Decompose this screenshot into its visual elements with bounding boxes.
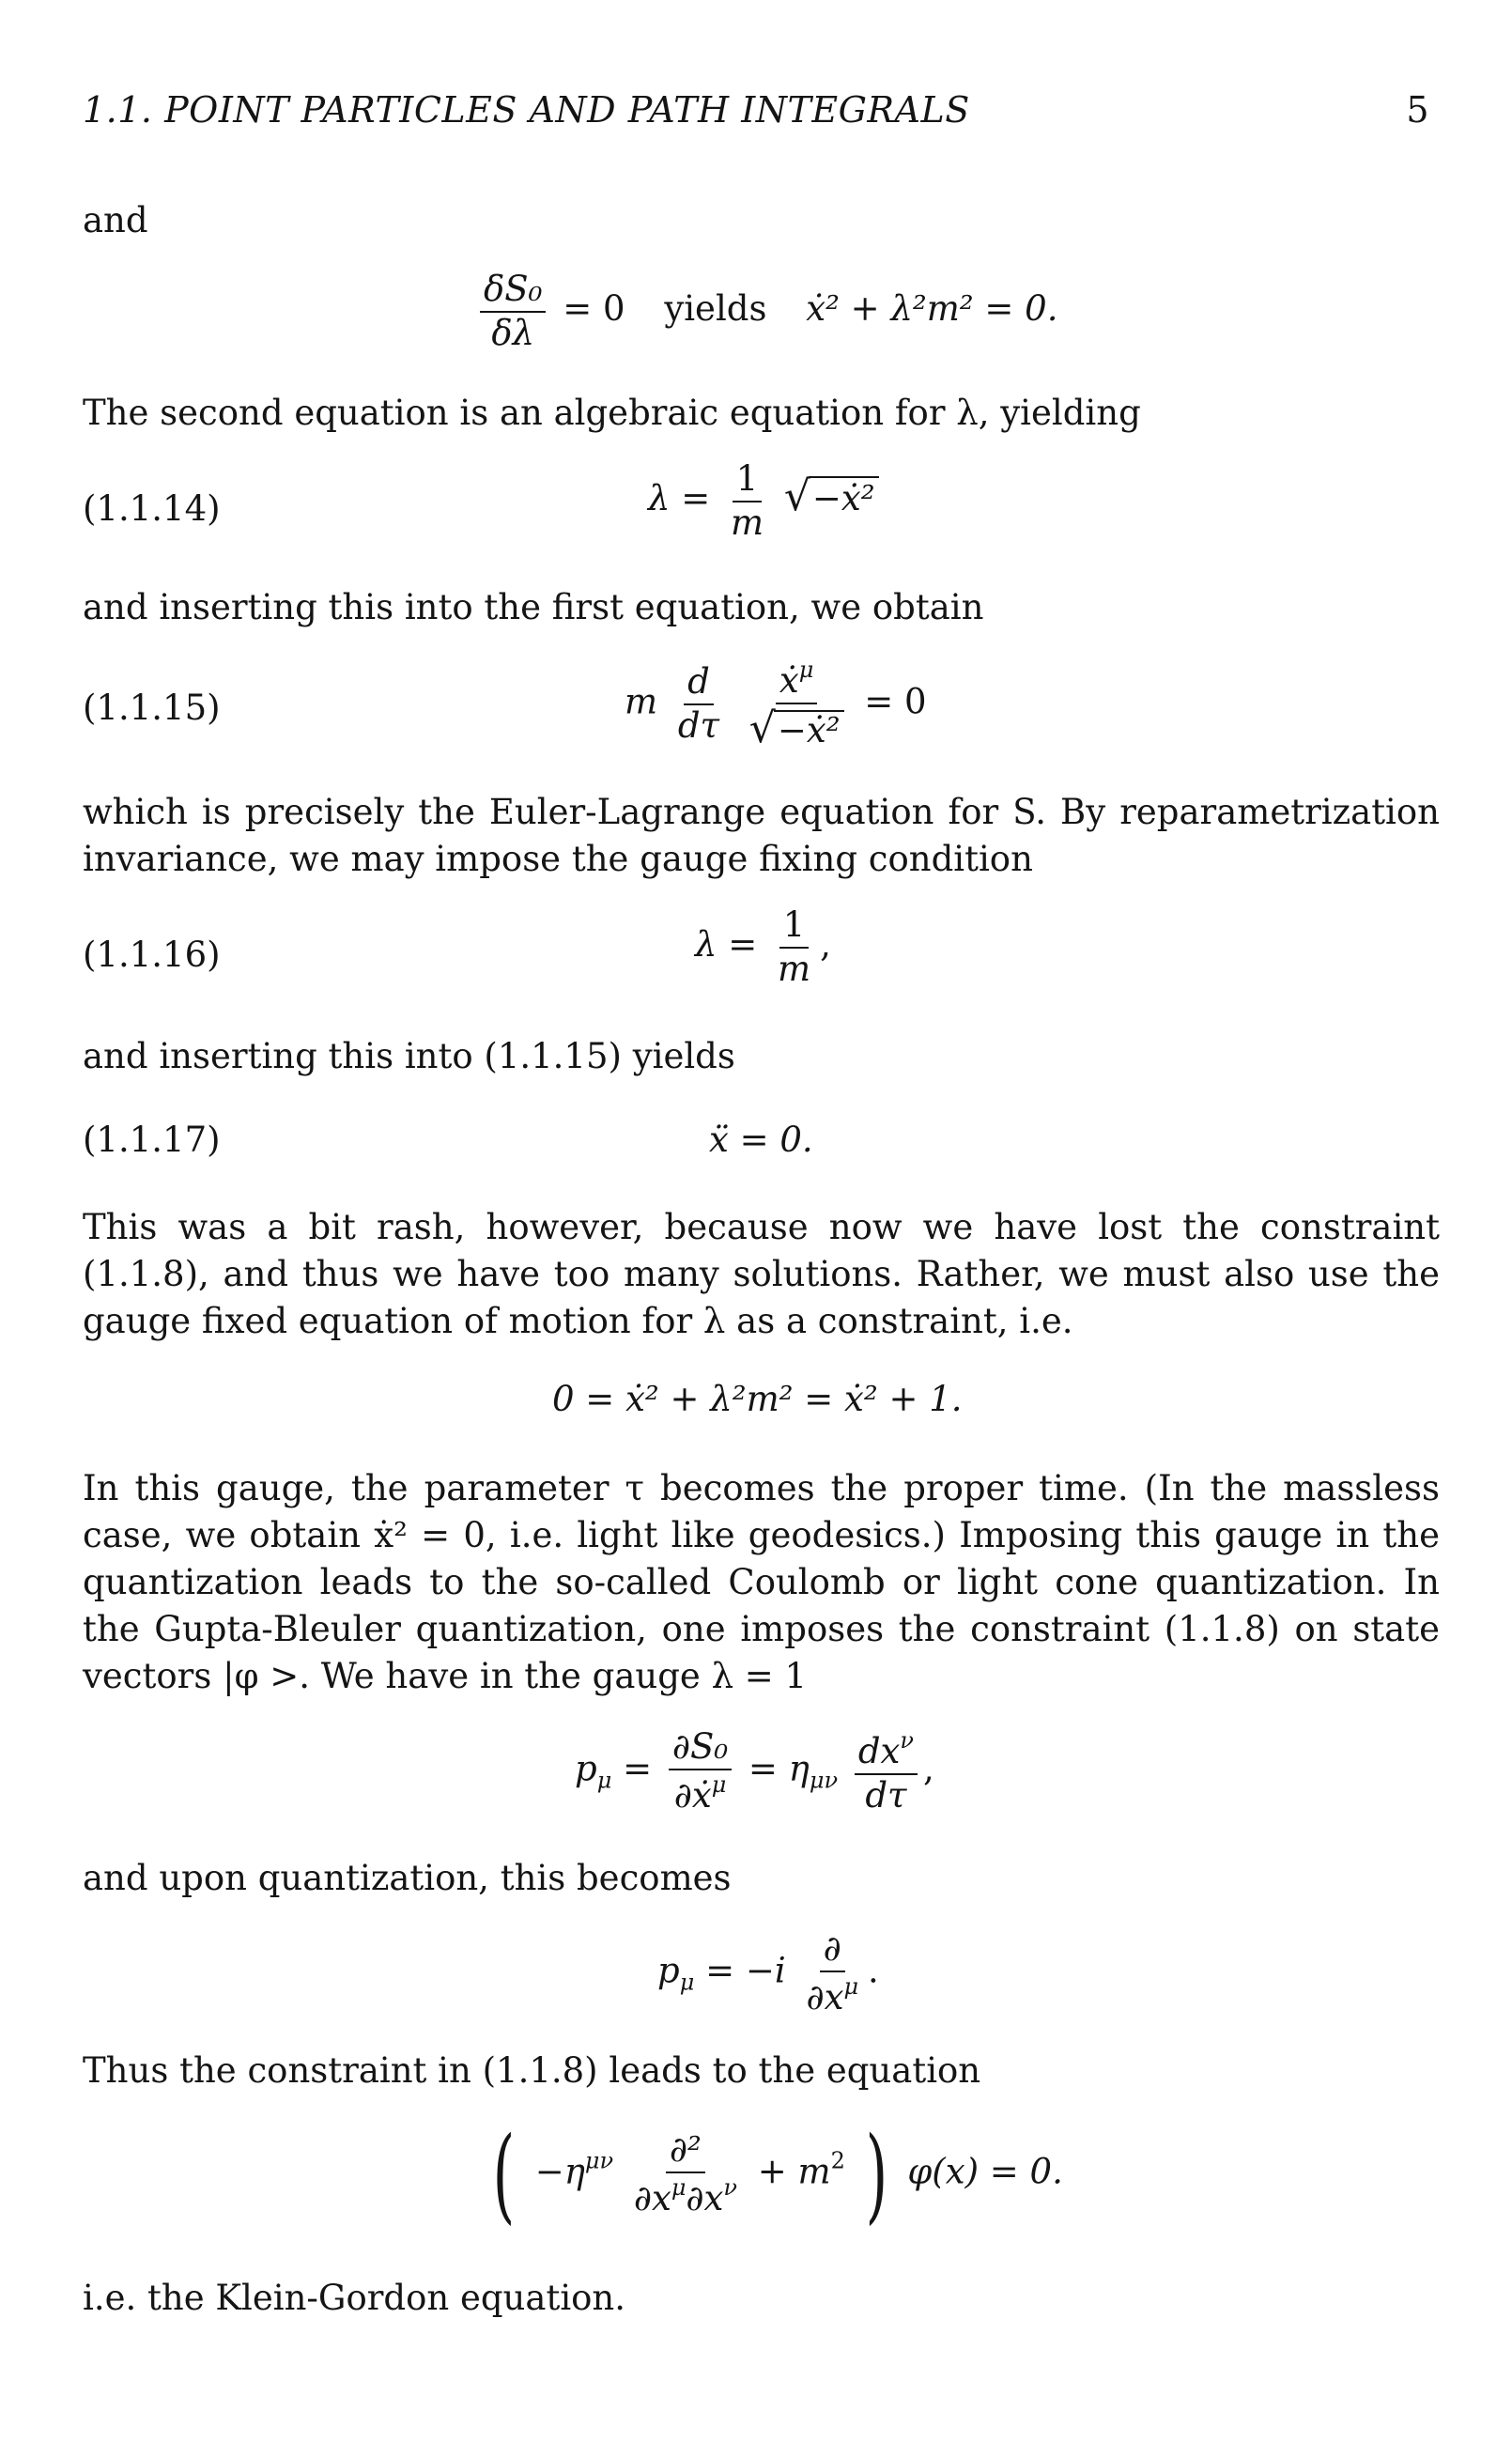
eq-label-1114: (1.1.14) (83, 488, 221, 529)
paragraph-and: and (83, 200, 148, 240)
equation-1116: λ = $\frac{1}{m}$ , (695, 904, 831, 989)
eq-label-1116: (1.1.16) (83, 935, 221, 975)
running-header: 1.1. POINT PARTICLES AND PATH INTEGRALS (83, 89, 970, 131)
equation-quantized: $p_\mu = -i$ $\frac{\partial}{\partial x^\mu}$ . (657, 1928, 879, 2017)
paragraph-thus: Thus the constraint in (1.1.8) leads to the equation (83, 2050, 981, 2091)
equation-constraint: 0 = ẋ² + λ²m² = ẋ² + 1. (552, 1379, 963, 1419)
eq-label-1117: (1.1.17) (83, 1120, 221, 1160)
equation-1114: λ = $\frac{1}{m}$ √−ẋ² (648, 460, 879, 542)
paragraph-gauge: In this gauge, the parameter τ becomes the proper time. (In the massless case, we obtain ẋ² = 0, i.e. light like geodesics.) Imposing this gauge in the quantization leads to the so-called Coulomb or light cone quantization. In the Gupta-Bleuler quantization, one imposes the constraint (1.1.8) on state vectors |φ >. We have in the gauge λ = 1 (83, 1468, 1440, 1696)
paragraph-rash: This was a bit rash, however, because now we have lost the constraint (1.1.8), and thus we have too many solutions. Rather, we must also use the gauge fixed equation of motion for λ as a constraint, i.e. (83, 1207, 1440, 1341)
paragraph-inserting: and inserting this into the first equation, we obtain (83, 587, 984, 627)
equation-dS0: $\frac{\text{δS₀}}{\delta\lambda}$ = 0 yields ẋ² + λ²m² = 0. (474, 270, 1057, 352)
paragraph-second-equation: The second equation is an algebraic equation for λ, yielding (83, 393, 1141, 433)
equation-klein-gordon: ( $-\eta^{\mu\nu}$ $\frac{\text{∂²}}{\partial x^\mu\partial x^\nu}$ + $m^2$ ) φ(x) = 0. (492, 2114, 1063, 2234)
paragraph-euler-lagrange: which is precisely the Euler-Lagrange equation for S. By reparametrization invariance, we may impose the gauge fixing condition (83, 792, 1440, 879)
equation-1117: ẍ = 0. (709, 1120, 813, 1160)
paragraph-inserting-1115: and inserting this into (1.1.15) yields (83, 1036, 735, 1076)
eq-label-1115: (1.1.15) (83, 688, 221, 728)
paragraph-quantization: and upon quantization, this becomes (83, 1858, 732, 1898)
page-number: 5 (1406, 89, 1429, 131)
equation-momentum: $p_\mu$ = $\frac{\text{∂S₀}}{\partial ẋ^\mu}$ = $\eta_{\mu\nu}$ $\frac{dx^\nu}{d\tau}$ , (575, 1726, 934, 1816)
equation-1115: m $\frac{d}{d\tau}$ $\frac{ẋ^\mu}{\text{√−ẋ²}}$ = 0 (625, 657, 927, 752)
paragraph-klein-gordon: i.e. the Klein-Gordon equation. (83, 2278, 626, 2318)
